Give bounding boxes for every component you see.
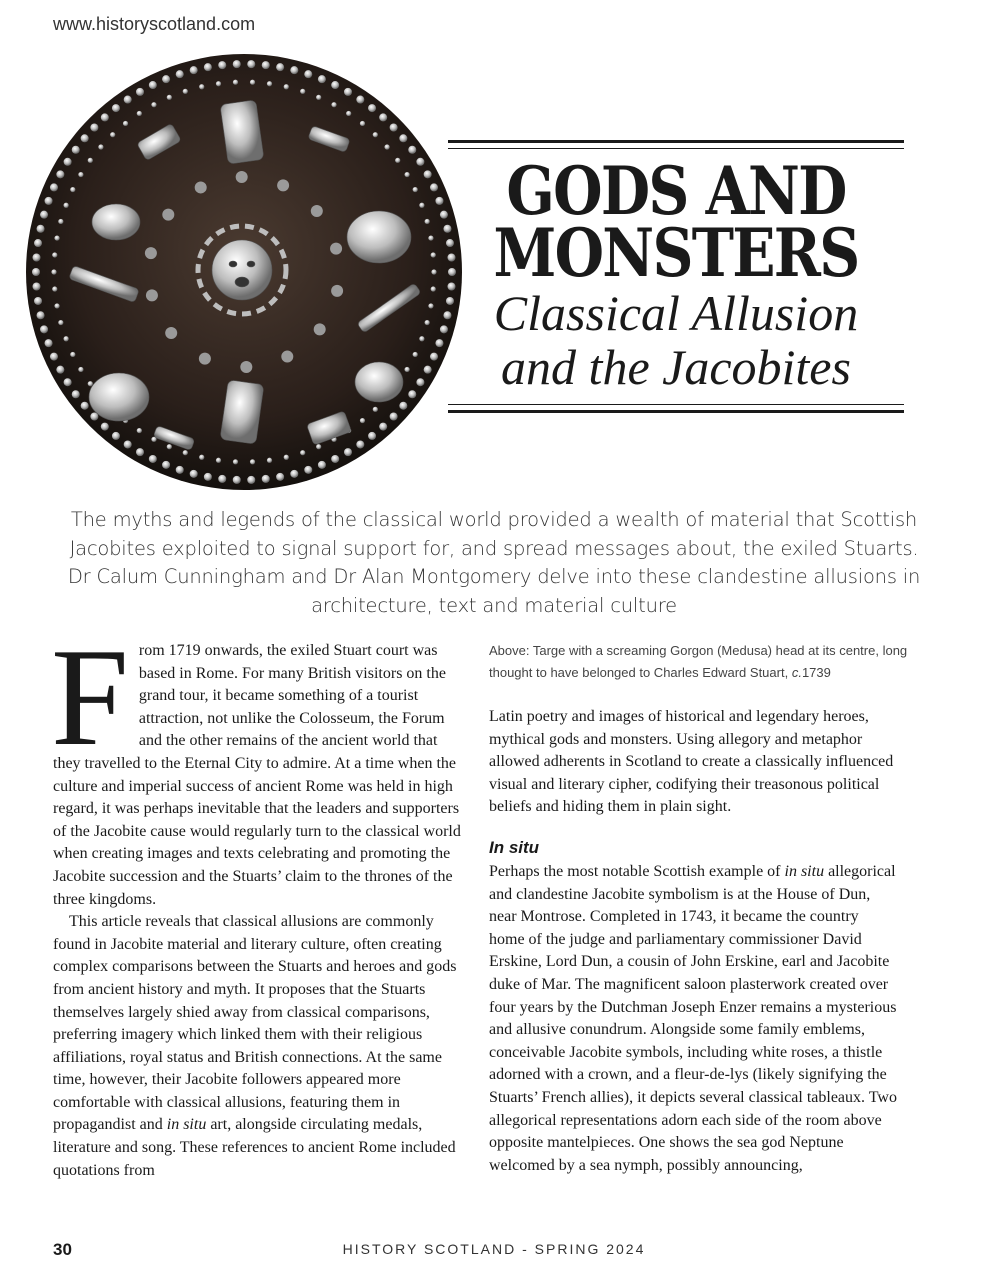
targe-stud	[318, 461, 326, 469]
targe-stud	[56, 366, 64, 374]
targe-stud	[204, 473, 212, 481]
targe-stud	[344, 448, 352, 456]
title-main-line1: GODS AND	[506, 152, 846, 230]
targe-stud	[72, 146, 80, 154]
targe-stud	[250, 80, 255, 85]
targe-stud	[64, 336, 69, 341]
targe-stud	[428, 303, 433, 308]
targe-rosette	[165, 327, 177, 339]
targe-stud	[346, 111, 351, 116]
targe-stud	[33, 253, 41, 261]
targe-stud	[428, 235, 433, 240]
targe-stud	[390, 124, 398, 132]
targe-rosette	[314, 323, 326, 335]
targe-stud	[112, 432, 120, 440]
magazine-name: HISTORY SCOTLAND	[342, 1241, 517, 1257]
targe-stud	[318, 75, 326, 83]
targe-stud	[379, 113, 387, 121]
targe-stud	[190, 470, 198, 478]
targe-stud	[431, 286, 436, 291]
targe-stud	[45, 197, 53, 205]
paragraph-2	[53, 911, 461, 1182]
targe-stud	[78, 172, 83, 177]
targe-stud	[250, 459, 255, 464]
paragraph-2-italic: in situ	[166, 1116, 207, 1134]
targe-stud	[70, 352, 75, 357]
targe-stud	[101, 423, 109, 431]
targe-stud	[390, 412, 398, 420]
paragraph-1-text: rom 1719 onwards, the exiled Stuart court was based in Rome. For many British visitors on the grand tour, it became something of a tourist attraction, not unlike the Colosseum, the Forum and the other remains of the ancient world that they travelled to the Eternal City to admire. At a time when the culture and imperial success of ancient Rome was held in high regard, it was perhaps inevitable that the leaders and supporters of the Jacobite cause would regularly turn to the classical world when creating images and texts celebrating and promoting the Jacobite succession and the Stuarts’ claim to the thrones of the three kingdoms.	[53, 642, 461, 908]
targe-stud	[183, 450, 188, 455]
targe-stud	[408, 390, 416, 398]
targe-stud	[88, 158, 93, 163]
targe-stud	[304, 70, 312, 78]
targe-stud	[267, 458, 272, 463]
standfirst: The myths and legends of the classical world provided a wealth of material that Scottish Jacobites exploited to signal support for, and spread messages about, the exiled Stuarts. Dr Calum Cunningham and Dr Alan Montgomery delve into these clandestine allusions in architecture, text and material culture	[67, 508, 921, 617]
targe-stud	[162, 75, 170, 83]
targe-stud	[424, 170, 432, 178]
targe-stud	[424, 366, 432, 374]
targe-stud	[233, 80, 238, 85]
caption-circa: c.	[791, 665, 802, 680]
targe-stud	[124, 440, 132, 448]
targe-rosette	[330, 243, 342, 255]
targe-stud	[218, 475, 226, 483]
targe-stud	[290, 470, 298, 478]
targe-stud	[435, 339, 443, 347]
targe-stud	[137, 428, 142, 433]
targe-stud	[64, 203, 69, 208]
targe-stud	[304, 466, 312, 474]
targe-stud	[45, 339, 53, 347]
targe-stud	[416, 378, 424, 386]
targe-stud	[34, 239, 42, 247]
targe-stud	[54, 235, 59, 240]
targe-stud	[373, 132, 378, 137]
targe-stud	[199, 84, 204, 89]
targe-stud	[431, 252, 436, 257]
targe-rosette	[199, 353, 211, 365]
targe-stud	[373, 407, 378, 412]
targe-stud	[54, 303, 59, 308]
title-rule-top-thin	[448, 148, 904, 149]
targe-stud	[413, 187, 418, 192]
targe-stud	[50, 183, 58, 191]
targe-stud	[37, 225, 45, 233]
targe-stud	[368, 432, 376, 440]
targe-stud	[284, 455, 289, 460]
targe-stud	[276, 63, 284, 71]
targe-stud	[247, 476, 255, 484]
targe-rosette	[240, 361, 252, 373]
targe-rosette	[281, 351, 293, 363]
targe-stud	[233, 459, 238, 464]
targe-stud	[384, 144, 389, 149]
targe-stud	[64, 378, 72, 386]
targe-stud	[416, 158, 424, 166]
article-title-block	[448, 140, 904, 415]
targe-rosette	[236, 171, 248, 183]
targe-stud	[81, 402, 89, 410]
targe-stud	[151, 102, 156, 107]
targe-stud	[425, 219, 430, 224]
title-rule-bottom-thin	[448, 404, 904, 405]
targe-stud	[360, 121, 365, 126]
targe-stud	[78, 367, 83, 372]
targe-stud	[137, 111, 142, 116]
targe-stud	[233, 60, 241, 68]
targe-rosette	[311, 205, 323, 217]
targe-stud	[344, 88, 352, 96]
left-column	[51, 620, 461, 1182]
targe-stud	[33, 283, 41, 291]
targe-stud	[58, 320, 63, 325]
targe-stud	[440, 325, 448, 333]
targe-stud	[112, 104, 120, 112]
targe-stud	[218, 61, 226, 69]
targe-stud	[379, 423, 387, 431]
targe-stud	[149, 455, 157, 463]
targe-stud	[149, 81, 157, 89]
targe-stud	[331, 81, 339, 89]
targe-stud	[50, 353, 58, 361]
targe-stud	[419, 203, 424, 208]
paragraph-2-text-a: This article reveals that classical allusions are commonly found in Jacobite material and literary culture, often creating complex comparisons between the Stuarts and heroes and gods from ancient history and myth. It proposes that the Stuarts themselves largely shied away from classical comparisons, preferring imagery which linked them with their religious affiliations, royal status and British connections. At the same time, however, their Jacobite followers appeared more comfortable with classical allusions, featuring them in propagandist and	[53, 913, 457, 1134]
targe-stud	[51, 269, 56, 274]
targe-rosette	[162, 209, 174, 221]
targe-rosette	[331, 285, 343, 297]
targe-stud	[435, 197, 443, 205]
section-subhead: In situ	[489, 837, 540, 857]
targe-stud	[81, 134, 89, 142]
targe-stud	[56, 170, 64, 178]
title-subtitle-line2: and the Jacobites	[501, 339, 851, 395]
targe-stud	[360, 418, 365, 423]
targe-stud	[98, 144, 103, 149]
targe-stud	[199, 455, 204, 460]
title-rule-bottom	[448, 410, 904, 413]
targe-stud	[52, 252, 57, 257]
paragraph-2-text-b: art, alongside circulating medals, literature and song. These references to ancient Rome included quotations from	[53, 1116, 456, 1179]
targe-stud	[413, 352, 418, 357]
targe-stud	[316, 444, 321, 449]
targe-stud	[262, 61, 270, 69]
targe-stud	[356, 440, 364, 448]
targe-stud	[34, 297, 42, 305]
targe-stud	[425, 320, 430, 325]
targe-stud	[331, 455, 339, 463]
title-rule-top	[448, 140, 904, 143]
targe-stud	[101, 113, 109, 121]
targe-stud	[58, 219, 63, 224]
title-subtitle-line1: Classical Allusion	[493, 285, 859, 341]
targe-stud	[430, 353, 438, 361]
targe-stud	[405, 367, 410, 372]
targe-stud	[90, 124, 98, 132]
targe-stud	[70, 187, 75, 192]
targe-stud	[40, 211, 48, 219]
targe-stud	[419, 336, 424, 341]
targe-stud	[40, 325, 48, 333]
targe-stud	[431, 269, 436, 274]
targe-stud	[216, 81, 221, 86]
targe-stud	[110, 132, 115, 137]
page-number: 30	[53, 1240, 72, 1259]
targe-stud	[300, 89, 305, 94]
targe-stud	[190, 66, 198, 74]
targe-stud	[136, 88, 144, 96]
targe-stud	[123, 121, 128, 126]
targe-stud	[399, 134, 407, 142]
caption-date: 1739	[801, 665, 831, 680]
targe-stud	[247, 60, 255, 68]
targe-stud	[399, 402, 407, 410]
targe-stud	[316, 95, 321, 100]
targe-stud	[136, 448, 144, 456]
targe-stud	[64, 158, 72, 166]
targe-stud	[356, 96, 364, 104]
targe-stud	[300, 450, 305, 455]
targe-stud	[331, 102, 336, 107]
magazine-issue: SPRING 2024	[534, 1241, 646, 1257]
targe-image	[24, 52, 464, 492]
drop-cap: F	[51, 620, 129, 775]
targe-rosette	[277, 179, 289, 191]
targe-stud	[162, 461, 170, 469]
image-caption	[489, 640, 909, 684]
targe-stud	[405, 172, 410, 177]
targe-stud	[183, 89, 188, 94]
right-column	[489, 706, 897, 1177]
paragraph-3: Latin poetry and images of historical and legendary heroes, mythical gods and monsters. Using allegory and metaphor allowed adherents in Scotland to create a classically influenced visual and literary cipher, codifying their treasonous political beliefs and hiding them in plain sight.	[489, 708, 894, 816]
paragraph-4-text-a: Perhaps the most notable Scottish example of	[489, 862, 785, 880]
targe-rosette	[195, 181, 207, 193]
targe-stud	[167, 95, 172, 100]
caption-text: Above: Targe with a screaming Gorgon (Medusa) head at its centre, long thought to have belonged to Charles Edward Stuart,	[489, 643, 908, 680]
targe-stud	[176, 466, 184, 474]
targe-stud	[262, 475, 270, 483]
targe-stud	[430, 183, 438, 191]
targe-stud	[368, 104, 376, 112]
targe-stud	[408, 146, 416, 154]
targe-stud	[276, 473, 284, 481]
title-main-line2: MONSTERS	[493, 214, 859, 292]
paragraph-4-italic: in situ	[784, 862, 825, 880]
targe-stud	[37, 311, 45, 319]
targe-stud	[216, 458, 221, 463]
targe-stud	[32, 268, 40, 276]
targe-stud	[176, 70, 184, 78]
paragraph-4-text-b: allegorical and clandestine Jacobite symbolism is at the House of Dun, near Montrose. Completed in 1743, it became the country home of the judge and parliamentary commissioner David Erskine, Lord Dun, a cousin of John Erskine, earl and Jacobite duke of Mar. The magnificent saloon plasterwork created over four years by the Dutchman Joseph Enzer remains a mysterious and allusive conundrum. Alongside some family emblems, conceivable Jacobite symbols, including white roses, a thistle adorned with a crown, and a fleur-de-lys (likely signifying the Stuarts’ French allies), it depicts several classical tableaux. Two allegorical representations adorn each side of the room above opposite mantelpieces. One shows the sea god Neptune welcomed by a sea nymph, possibly announcing,	[489, 862, 897, 1174]
targe-rosette	[146, 289, 158, 301]
site-url[interactable]: www.historyscotland.com	[53, 14, 256, 34]
targe-stud	[167, 444, 172, 449]
targe-rosette	[145, 247, 157, 259]
targe-stud	[267, 81, 272, 86]
targe-stud	[88, 381, 93, 386]
footer-magazine	[0, 1241, 988, 1257]
targe-stud	[440, 211, 448, 219]
paragraph-4	[489, 861, 897, 1177]
targe-stud	[284, 84, 289, 89]
footer-separator: -	[516, 1241, 535, 1257]
targe-stud	[204, 63, 212, 71]
targe-stud	[124, 96, 132, 104]
paragraph-1	[51, 620, 461, 911]
targe-stud	[52, 286, 57, 291]
targe-stud	[233, 476, 241, 484]
targe-stud	[290, 66, 298, 74]
targe-stud	[395, 158, 400, 163]
targe-stud	[72, 390, 80, 398]
